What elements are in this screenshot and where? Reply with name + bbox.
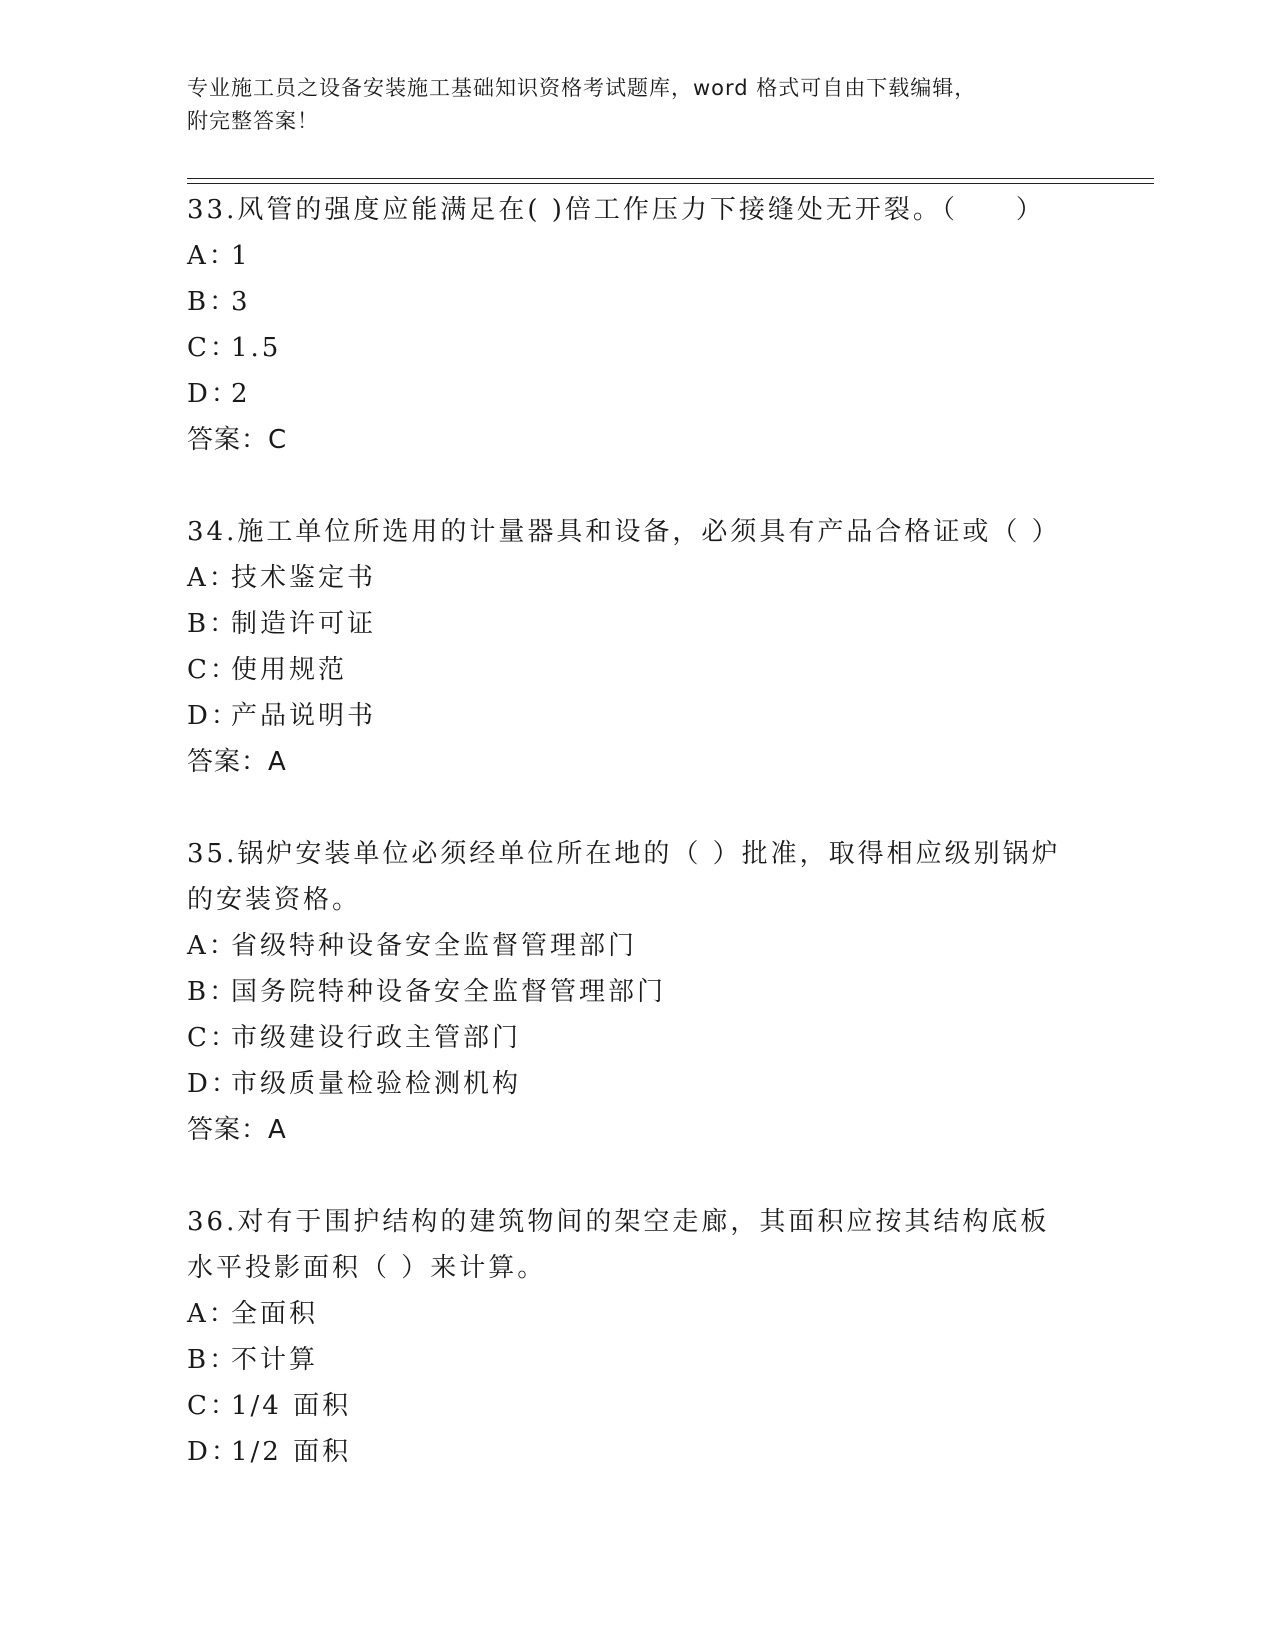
option-text: 3	[231, 287, 251, 317]
option-text: 使用规范	[231, 655, 348, 685]
option-key: D ：	[187, 1429, 231, 1475]
option-c	[187, 1015, 1087, 1061]
option-key: D ：	[187, 371, 231, 417]
option-text: 技术鉴定书	[231, 563, 377, 593]
option-d	[187, 371, 1087, 417]
question-list	[187, 187, 1087, 1521]
option-key: B ：	[187, 1337, 231, 1383]
question-36	[187, 1199, 1087, 1475]
question-text: 36.对有于围护结构的建筑物间的架空走廊，其面积应按其结构底板水平投影面积（ ）来计算。	[187, 1207, 1050, 1283]
option-key: B ：	[187, 969, 231, 1015]
option-text: 1/4 面积	[231, 1391, 352, 1421]
document-header	[187, 72, 1067, 138]
header-divider-top	[187, 178, 1154, 179]
question-35	[187, 831, 1087, 1153]
option-c	[187, 1383, 1087, 1429]
option-text: 不计算	[231, 1345, 319, 1375]
option-a	[187, 555, 1087, 601]
option-key: D ：	[187, 1061, 231, 1107]
option-text: 制造许可证	[231, 609, 377, 639]
option-d	[187, 1061, 1087, 1107]
answer-line: 答案：A	[187, 1115, 287, 1145]
option-b	[187, 969, 1087, 1015]
option-key: A ：	[187, 1291, 231, 1337]
question-text: 33.风管的强度应能满足在( )倍工作压力下接缝处无开裂。（ ）	[187, 195, 1045, 225]
option-text: 2	[231, 379, 251, 409]
option-key: C ：	[187, 325, 231, 371]
option-c	[187, 325, 1087, 371]
option-text: 省级特种设备安全监督管理部门	[231, 931, 638, 961]
option-a	[187, 923, 1087, 969]
option-text: 1	[231, 241, 251, 271]
option-b	[187, 601, 1087, 647]
option-text: 市级建设行政主管部门	[231, 1023, 522, 1053]
option-text: 1/2 面积	[231, 1437, 352, 1467]
option-text: 全面积	[231, 1299, 319, 1329]
option-b	[187, 1337, 1087, 1383]
question-33	[187, 187, 1087, 463]
option-text: 市级质量检验检测机构	[231, 1069, 522, 1099]
option-key: B ：	[187, 279, 231, 325]
option-text: 产品说明书	[231, 701, 377, 731]
option-a	[187, 1291, 1087, 1337]
option-b	[187, 279, 1087, 325]
option-key: C ：	[187, 647, 231, 693]
header-line-1: 专业施工员之设备安装施工基础知识资格考试题库，word 格式可自由下载编辑，	[187, 76, 977, 100]
question-34	[187, 509, 1087, 785]
option-key: B ：	[187, 601, 231, 647]
answer-line: 答案：A	[187, 747, 287, 777]
answer-line: 答案：C	[187, 425, 288, 455]
option-text: 1.5	[231, 333, 282, 363]
question-text: 35.锅炉安装单位必须经单位所在地的（ ）批准，取得相应级别锅炉的安装资格。	[187, 839, 1061, 915]
option-key: C ：	[187, 1383, 231, 1429]
option-key: A ：	[187, 923, 231, 969]
option-key: A ：	[187, 233, 231, 279]
option-d	[187, 693, 1087, 739]
question-text: 34.施工单位所选用的计量器具和设备，必须具有产品合格证或（ ）	[187, 517, 1061, 547]
option-key: C ：	[187, 1015, 231, 1061]
option-text: 国务院特种设备安全监督管理部门	[231, 977, 667, 1007]
option-key: D ：	[187, 693, 231, 739]
option-c	[187, 647, 1087, 693]
header-divider-bottom	[187, 183, 1154, 184]
header-line-2: 附完整答案！	[187, 109, 319, 133]
option-a	[187, 233, 1087, 279]
option-d	[187, 1429, 1087, 1475]
option-key: A ：	[187, 555, 231, 601]
